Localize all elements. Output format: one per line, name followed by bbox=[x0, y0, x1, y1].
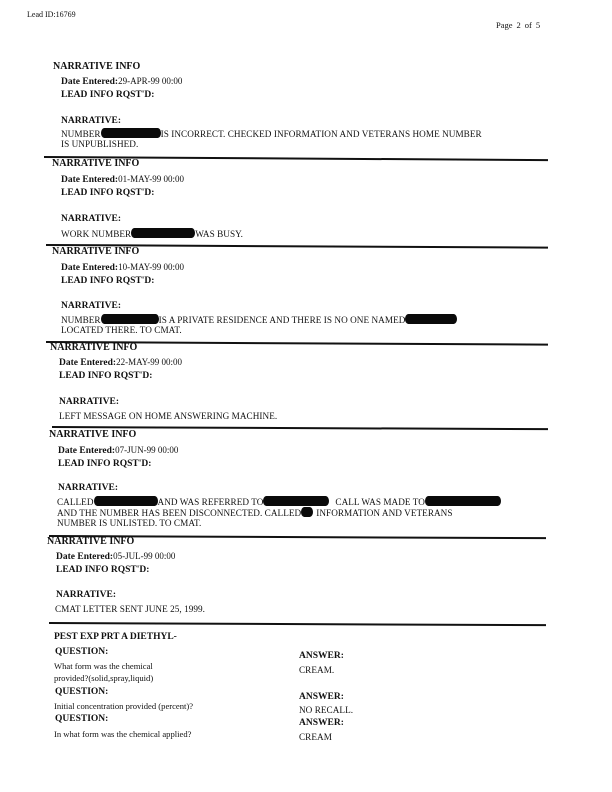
narrative-label: NARRATIVE: bbox=[61, 116, 121, 126]
narrative-text: INFORMATION AND VETERANS bbox=[316, 508, 453, 518]
question-text: In what form was the chemical applied? bbox=[54, 729, 192, 739]
redaction-block bbox=[425, 496, 501, 506]
page-total: 5 bbox=[535, 20, 541, 30]
lead-id-value: 16769 bbox=[55, 10, 76, 19]
redaction-block bbox=[94, 496, 158, 506]
date-entered-value: 29-APR-99 00:00 bbox=[118, 76, 183, 86]
date-entered-value: 10-MAY-99 00:00 bbox=[118, 262, 185, 272]
answer-text: NO RECALL. bbox=[299, 705, 354, 715]
lead-info-label: LEAD INFO RQST'D: bbox=[61, 90, 155, 100]
narrative-text: CALL WAS MADE TO bbox=[335, 497, 425, 507]
date-entered-value: 05-JUL-99 00:00 bbox=[113, 551, 176, 561]
question-text: provided?(solid,spray,liquid) bbox=[54, 673, 154, 683]
date-entered bbox=[56, 551, 175, 562]
narrative-line bbox=[57, 507, 453, 518]
section-divider bbox=[49, 622, 546, 626]
page-label: Page bbox=[496, 20, 513, 30]
date-entered-label: Date Entered: bbox=[58, 446, 116, 456]
date-entered-label: Date Entered: bbox=[61, 175, 119, 185]
narrative-text: NUMBER bbox=[61, 315, 101, 325]
page-indicator bbox=[496, 20, 544, 30]
redaction-block bbox=[101, 314, 159, 324]
narrative-label: NARRATIVE: bbox=[61, 214, 121, 224]
date-entered-label: Date Entered: bbox=[59, 358, 117, 368]
redaction-block bbox=[101, 128, 161, 138]
narrative-text: WORK NUMBER bbox=[61, 229, 132, 239]
narrative-line bbox=[61, 314, 457, 325]
pest-section-title: PEST EXP PRT A DIETHYL- bbox=[54, 632, 177, 642]
narrative-text: NUMBER bbox=[61, 129, 101, 139]
narrative-line bbox=[61, 228, 243, 239]
narrative-label: NARRATIVE: bbox=[58, 483, 118, 493]
lead-info-label: LEAD INFO RQST'D: bbox=[56, 565, 150, 575]
answer-text: CREAM bbox=[299, 732, 332, 742]
lead-id-label: Lead ID: bbox=[27, 10, 56, 19]
redaction-block bbox=[263, 496, 329, 506]
date-entered bbox=[61, 76, 182, 87]
redaction-block bbox=[131, 228, 195, 238]
date-entered-label: Date Entered: bbox=[56, 552, 114, 562]
narrative-line: NUMBER IS UNLISTED. TO CMAT. bbox=[57, 518, 202, 528]
question-label: QUESTION: bbox=[55, 647, 109, 657]
narrative-label: NARRATIVE: bbox=[56, 590, 116, 600]
narrative-line bbox=[57, 496, 501, 507]
redaction-block bbox=[301, 507, 313, 517]
section-title: NARRATIVE INFO bbox=[53, 61, 141, 72]
date-entered-label: Date Entered: bbox=[61, 263, 119, 273]
answer-text: CREAM. bbox=[299, 665, 335, 675]
narrative-text: AND WAS REFERRED TO bbox=[157, 497, 264, 507]
narrative-label: NARRATIVE: bbox=[61, 301, 121, 311]
narrative-line: LOCATED THERE. TO CMAT. bbox=[61, 325, 182, 335]
lead-info-label: LEAD INFO RQST'D: bbox=[61, 276, 155, 286]
section-title: NARRATIVE INFO bbox=[52, 246, 140, 257]
redaction-block bbox=[405, 314, 457, 324]
lead-info-label: LEAD INFO RQST'D: bbox=[58, 459, 152, 469]
narrative-text: CALLED bbox=[57, 497, 94, 507]
narrative-text: AND THE NUMBER HAS BEEN DISCONNECTED. CALLED bbox=[57, 508, 302, 518]
section-title: NARRATIVE INFO bbox=[50, 342, 138, 353]
answer-label: ANSWER: bbox=[299, 692, 344, 702]
date-entered-value: 22-MAY-99 00:00 bbox=[116, 357, 183, 367]
page-of: of bbox=[524, 20, 532, 30]
date-entered bbox=[58, 445, 178, 456]
narrative-line bbox=[61, 128, 482, 139]
lead-info-label: LEAD INFO RQST'D: bbox=[59, 371, 153, 381]
page-current: 2 bbox=[516, 20, 521, 30]
date-entered bbox=[61, 174, 184, 185]
lead-info-label: LEAD INFO RQST'D: bbox=[61, 188, 155, 198]
section-title: NARRATIVE INFO bbox=[49, 429, 137, 440]
narrative-line: CMAT LETTER SENT JUNE 25, 1999. bbox=[55, 604, 205, 614]
narrative-line: IS UNPUBLISHED. bbox=[61, 139, 139, 149]
narrative-text: IS A PRIVATE RESIDENCE AND THERE IS NO ONE NAMED bbox=[158, 315, 406, 325]
lead-id bbox=[27, 10, 76, 19]
question-text: Initial concentration provided (percent)? bbox=[54, 701, 194, 711]
date-entered-label: Date Entered: bbox=[61, 77, 119, 87]
answer-label: ANSWER: bbox=[299, 718, 344, 728]
narrative-line: LEFT MESSAGE ON HOME ANSWERING MACHINE. bbox=[59, 411, 278, 421]
date-entered-value: 01-MAY-99 00:00 bbox=[118, 174, 185, 184]
section-title: NARRATIVE INFO bbox=[47, 536, 135, 547]
narrative-label: NARRATIVE: bbox=[59, 397, 119, 407]
date-entered-value: 07-JUN-99 00:00 bbox=[115, 445, 179, 455]
narrative-text: WAS BUSY. bbox=[195, 229, 243, 239]
question-label: QUESTION: bbox=[55, 687, 109, 697]
narrative-text: IS INCORRECT. CHECKED INFORMATION AND VETERANS HOME NUMBER bbox=[160, 129, 482, 139]
question-label: QUESTION: bbox=[55, 714, 109, 724]
date-entered bbox=[61, 262, 184, 273]
answer-label: ANSWER: bbox=[299, 651, 344, 661]
section-title: NARRATIVE INFO bbox=[52, 158, 140, 169]
date-entered bbox=[59, 357, 182, 368]
question-text: What form was the chemical bbox=[54, 661, 153, 671]
